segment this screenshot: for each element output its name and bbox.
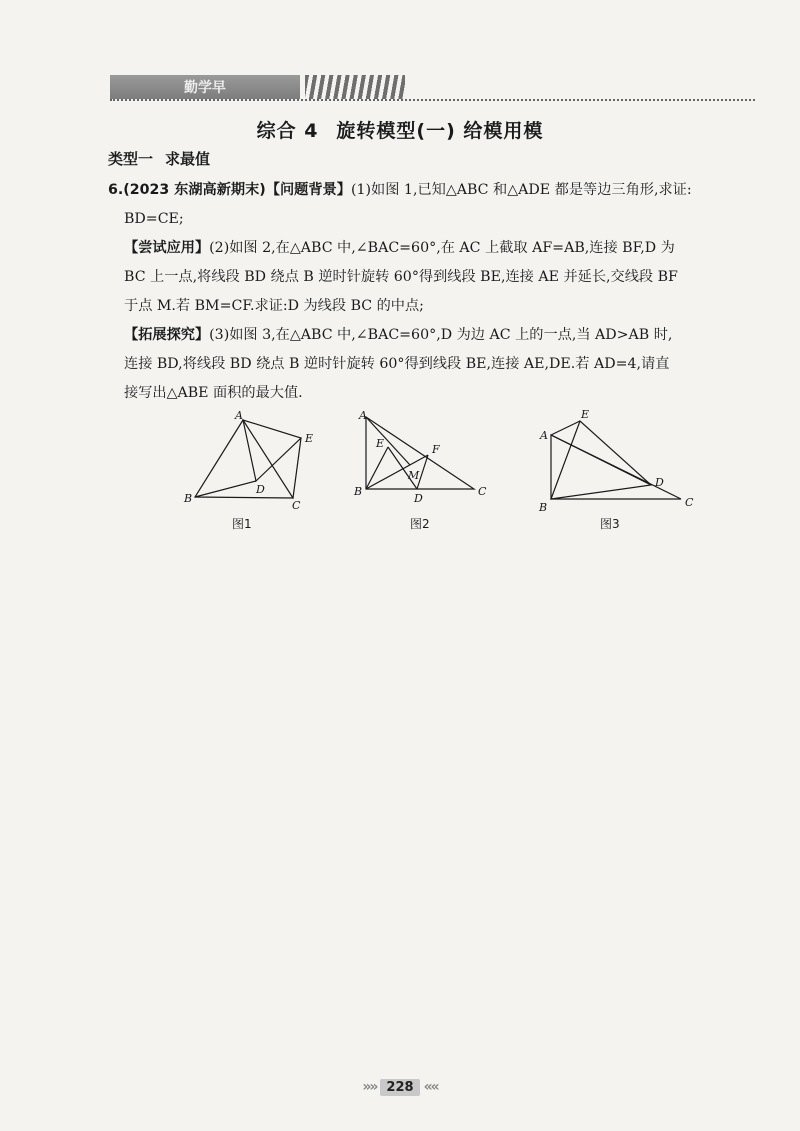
fig2-label-e: E bbox=[376, 437, 385, 450]
fig1-label-d: D bbox=[256, 483, 265, 496]
fig2-label-d: D bbox=[414, 492, 423, 505]
fig2-seg-ed bbox=[388, 447, 417, 489]
figure-1-caption: 图1 bbox=[232, 517, 252, 531]
type-title: 求最值 bbox=[165, 150, 211, 168]
figure-3 bbox=[535, 405, 700, 515]
problem-line-7 bbox=[108, 350, 758, 379]
type-number: 类型一 bbox=[108, 150, 154, 168]
problem-source: (2023 东湖高新期末) bbox=[123, 182, 266, 198]
header-dotted-line bbox=[110, 99, 755, 101]
header-stripes bbox=[305, 75, 405, 99]
fig3-label-c: C bbox=[685, 496, 694, 509]
figure-2 bbox=[350, 405, 500, 510]
tag-application: 【尝试应用】 bbox=[124, 240, 210, 256]
fig1-seg-ce bbox=[293, 438, 301, 498]
fig2-seg-am bbox=[366, 417, 410, 465]
header-bar bbox=[110, 75, 755, 101]
section-number: 综合 4 bbox=[256, 120, 319, 142]
fig1-triangle-ade bbox=[243, 420, 301, 481]
section-title-text: 旋转模型(一) 给模用模 bbox=[336, 120, 544, 142]
fig1-label-a: A bbox=[235, 409, 243, 422]
figure-1 bbox=[180, 405, 320, 510]
problem-line-5 bbox=[108, 292, 758, 321]
figure-2-caption: 图2 bbox=[410, 517, 430, 531]
header-label: 勤学早 bbox=[184, 80, 226, 96]
tag-exploration: 【拓展探究】 bbox=[124, 327, 210, 343]
part2-text-c: 于点 M.若 BM=CF.求证:D 为线段 BC 的中点; bbox=[124, 298, 424, 314]
fig1-label-b: B bbox=[184, 492, 193, 505]
problem-line-6 bbox=[108, 321, 758, 350]
figure-3-caption: 图3 bbox=[600, 517, 620, 531]
fig3-label-b: B bbox=[539, 501, 548, 514]
footer-right-arrows-icon: »» bbox=[362, 1079, 377, 1095]
problem-line-2 bbox=[108, 205, 758, 234]
fig2-label-c: C bbox=[478, 485, 487, 498]
problem-6 bbox=[108, 176, 758, 408]
part3-text-b: 连接 BD,将线段 BD 绕点 B 逆时针旋转 60°得到线段 BE,连接 AE,DE.若 AD=4,请直 bbox=[124, 356, 670, 372]
problem-line-3 bbox=[108, 234, 758, 263]
part1-text-b: BD=CE; bbox=[124, 211, 184, 227]
problem-line-4 bbox=[108, 263, 758, 292]
problem-number: 6. bbox=[108, 182, 124, 198]
page-number: 228 bbox=[380, 1079, 419, 1096]
section-title bbox=[0, 116, 800, 143]
fig3-label-e: E bbox=[581, 408, 590, 421]
fig2-label-m: M bbox=[408, 469, 420, 482]
problem-line-1 bbox=[108, 176, 758, 205]
fig1-label-e: E bbox=[305, 432, 314, 445]
figures-row bbox=[0, 400, 800, 540]
fig2-label-a: A bbox=[359, 409, 367, 422]
page-number-footer bbox=[0, 1079, 800, 1096]
fig3-label-a: A bbox=[540, 429, 548, 442]
part3-text-c: 接写出△ABE 面积的最大值. bbox=[124, 385, 303, 401]
part2-text-b: BC 上一点,将线段 BD 绕点 B 逆时针旋转 60°得到线段 BE,连接 AE 并延长,交线段 BF bbox=[124, 269, 678, 285]
fig2-label-f: F bbox=[432, 443, 440, 456]
type-heading bbox=[108, 148, 210, 169]
part2-text-a: (2)如图 2,在△ABC 中,∠BAC=60°,在 AC 上截取 AF=AB,连接 BF,D 为 bbox=[209, 240, 675, 256]
part3-text-a: (3)如图 3,在△ABC 中,∠BAC=60°,D 为边 AC 上的一点,当 AD>AB 时, bbox=[209, 327, 673, 343]
footer-left-arrows-icon: «« bbox=[423, 1079, 438, 1095]
fig1-label-c: C bbox=[292, 499, 301, 510]
fig2-label-b: B bbox=[354, 485, 363, 498]
tag-background: 【问题背景】 bbox=[265, 182, 351, 198]
part1-text-a: (1)如图 1,已知△ABC 和△ADE 都是等边三角形,求证: bbox=[350, 182, 692, 198]
fig3-label-d: D bbox=[655, 476, 664, 489]
